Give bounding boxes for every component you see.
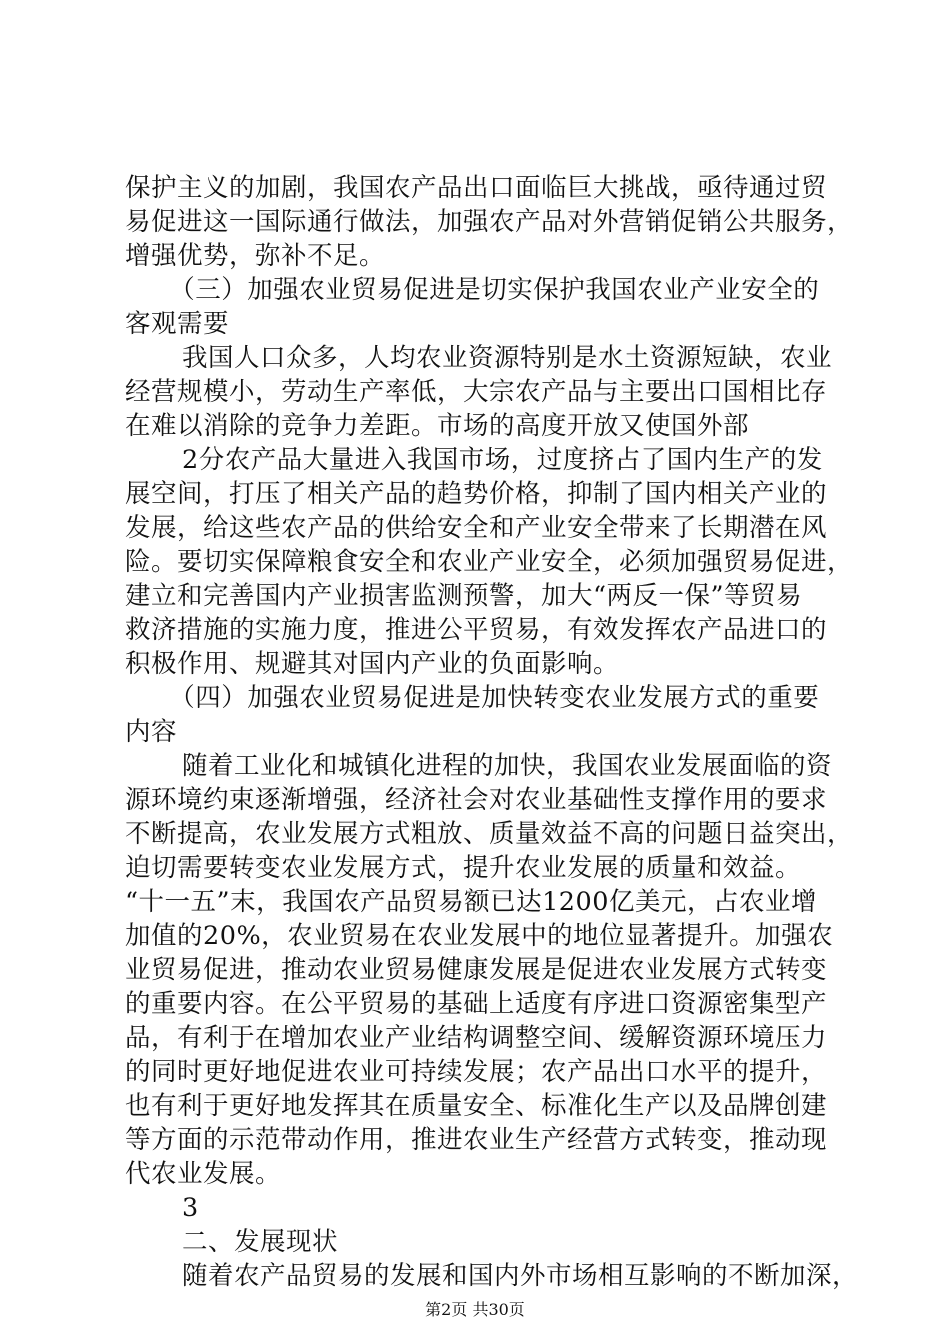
- body-text-line: 易促进这一国际通行做法，加强农产品对外营销促销公共服务，: [125, 207, 854, 237]
- body-text-line: 2分农产品大量进入我国市场，过度挤占了国内生产的发: [156, 445, 823, 475]
- body-text-line: 的同时更好地促进农业可持续发展；农产品出口水平的提升，: [125, 1057, 828, 1087]
- body-text-line: 业贸易促进，推动农业贸易健康发展是促进农业发展方式转变: [125, 955, 828, 985]
- body-text-line: 我国人口众多，人均农业资源特别是水土资源短缺，农业: [156, 343, 833, 373]
- body-text-line: 在难以消除的竞争力差距。市场的高度开放又使国外部: [125, 411, 750, 441]
- section-heading-4-cont: 内容: [125, 717, 178, 747]
- body-text-line: 保护主义的加剧，我国农产品出口面临巨大挑战，亟待通过贸: [125, 173, 828, 203]
- body-text-line: 险。要切实保障粮食安全和农业产业安全，必须加强贸易促进，: [125, 547, 854, 577]
- body-text-line: 品，有利于在增加农业产业结构调整空间、缓解资源环境压力: [125, 1023, 828, 1053]
- section-heading-2: 二、发展现状: [156, 1227, 339, 1257]
- body-text-line: 的重要内容。在公平贸易的基础上适度有序进口资源密集型产: [125, 989, 828, 1019]
- body-text-line: 迫切需要转变农业发展方式，提升农业发展的质量和效益。: [125, 853, 802, 883]
- body-text-line: 建立和完善国内产业损害监测预警，加大“两反一保”等贸易: [125, 581, 803, 611]
- body-text-line: 随着工业化和城镇化进程的加快，我国农业发展面临的资: [156, 751, 833, 781]
- page-footer: 第2页 共30页: [425, 1300, 525, 1319]
- body-text-line: 增强优势，弥补不足。: [125, 241, 386, 271]
- body-text-line: “十一五”末，我国农产品贸易额已达1200亿美元，占农业增: [125, 887, 817, 917]
- body-text-line: 加值的20%，农业贸易在农业发展中的地位显著提升。加强农: [125, 921, 834, 951]
- section-heading-3: （三）加强农业贸易促进是切实保护我国农业产业安全的: [156, 275, 820, 305]
- section-heading-3-cont: 客观需要: [125, 309, 230, 339]
- body-text-line: 不断提高，农业发展方式粗放、质量效益不高的问题日益突出，: [125, 819, 854, 849]
- body-text-line: 也有利于更好地发挥其在质量安全、标准化生产以及品牌创建: [125, 1091, 828, 1121]
- body-text-line: 随着农产品贸易的发展和国内外市场相互影响的不断加深，: [156, 1261, 859, 1291]
- body-text-line: 代农业发展。: [125, 1159, 282, 1189]
- section-heading-4: （四）加强农业贸易促进是加快转变农业发展方式的重要: [156, 683, 820, 713]
- page-marker: 3: [156, 1193, 199, 1223]
- body-text-line: 经营规模小，劳动生产率低，大宗农产品与主要出口国相比存: [125, 377, 828, 407]
- body-text-line: 发展，给这些农产品的供给安全和产业安全带来了长期潜在风: [125, 513, 828, 543]
- body-text-line: 救济措施的实施力度，推进公平贸易，有效发挥农产品进口的: [125, 615, 828, 645]
- body-text-line: 等方面的示范带动作用，推进农业生产经营方式转变，推动现: [125, 1125, 828, 1155]
- body-text-line: 展空间，打压了相关产品的趋势价格，抑制了国内相关产业的: [125, 479, 828, 509]
- body-text-line: 积极作用、规避其对国内产业的负面影响。: [125, 649, 620, 679]
- body-text-line: 源环境约束逐渐增强，经济社会对农业基础性支撑作用的要求: [125, 785, 828, 815]
